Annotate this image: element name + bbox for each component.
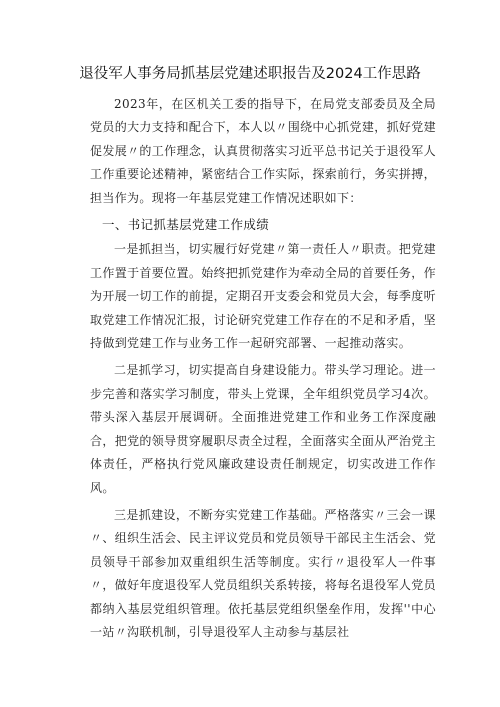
intro-paragraph: 2023年，在区机关工委的指导下，在局党支部委员及全局党员的大力支持和配合下，本人以〃围绕中心抓党建，抓好党建促发展〃的工作理念，认真贯彻落实习近平总书记关于退役军人工作重要论述精神，紧密结合工作实际，探索前行，务实拼搏，担当作为。现将一年基层党建工作情况述职如下： [90, 97, 436, 205]
paragraph-construction: 三是抓建设，不断夯实党建工作基础。严格落实〃三会一课〃、组织生活会、民主评议党员和党员领导干部民主生活会、党员领导干部参加双重组织生活等制度。实行〃退役军人一件事〃，做好年度退役军人党员组织关系转接，将每名退役军人党员都纳入基层党组织管理。依托基层党组织堡垒作用，发挥''中心一站〃沟联机制，引导退役军人主动参与基层社 [90, 507, 436, 639]
paragraph-responsibility: 一是抓担当，切实履行好党建〃第一责任人〃职责。把党建工作置于首要位置。始终把抓党建作为牵动全局的首要任务，作为开展一切工作的前提，定期召开支委会和党员大会，每季度听取党建工作情况汇报，讨论研究党建工作存在的不足和矛盾，坚持做到党建工作与业务工作一起研究部署、一起推动落实。 [90, 242, 436, 351]
document-body [90, 93, 436, 648]
paragraph-study: 二是抓学习，切实提高自身建设能力。带头学习理论。进一步完善和落实学习制度，带头上党课，全年组织党员学习4次。带头深入基层开展调研。全面推进党建工作和业务工作深度融合，把党的领导贯穿履职尽责全过程，全面落实全面从严治党主体责任，严格执行党风廉政建设责任制规定，切实改进工作作风。 [90, 363, 436, 495]
section-heading: 一、书记抓基层党建工作成绩 [102, 217, 270, 233]
document-title: 退役军人事务局抓基层党建述职报告及2024工作思路 [79, 66, 421, 82]
